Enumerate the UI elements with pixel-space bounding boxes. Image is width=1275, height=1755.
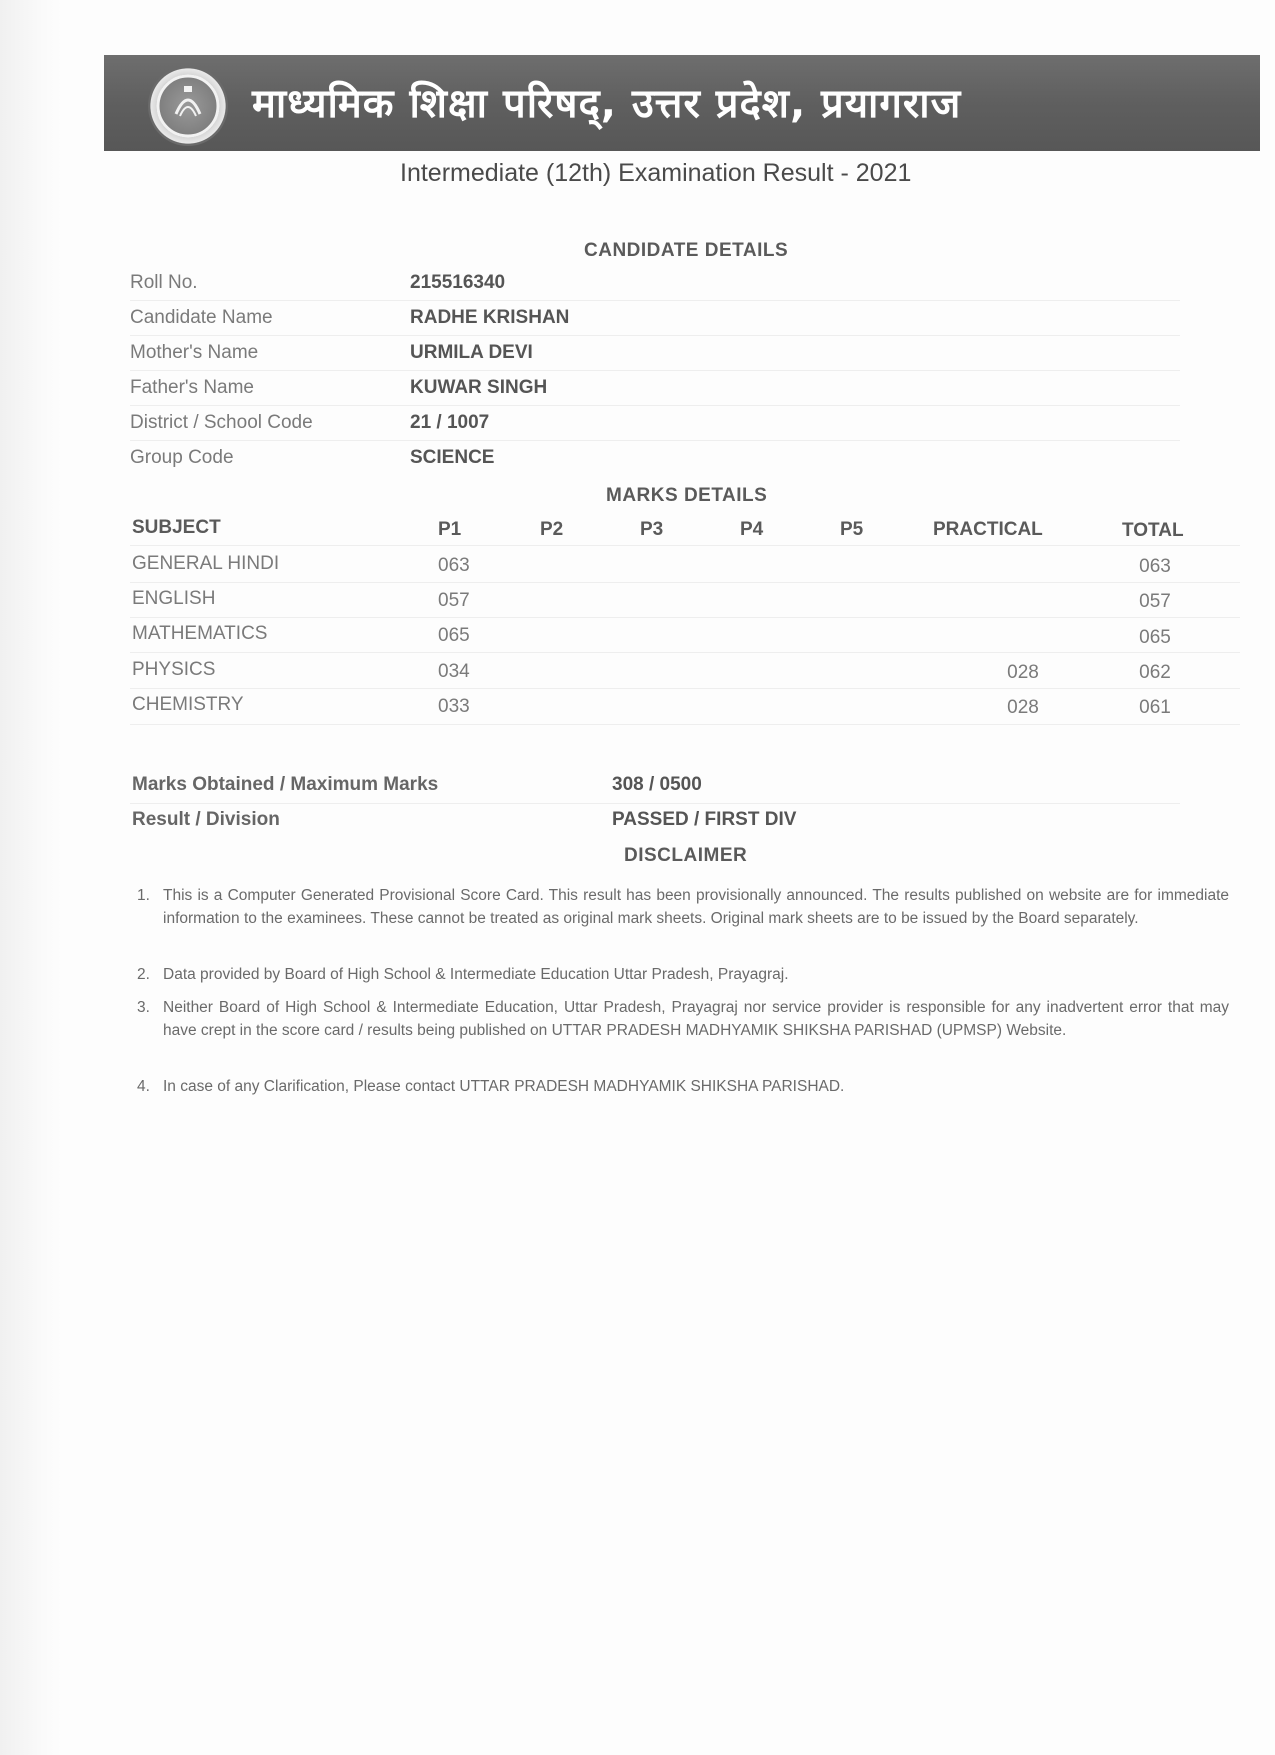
field-fathers-name xyxy=(130,377,1250,412)
header-p1: P1 xyxy=(438,519,462,540)
field-label: Group Code xyxy=(130,447,234,468)
cell-p1: 057 xyxy=(438,590,470,611)
disclaimer-number: 1. xyxy=(137,887,150,904)
field-label: Candidate Name xyxy=(130,307,273,328)
disclaimer-item xyxy=(137,884,1229,930)
field-mothers-name xyxy=(130,342,1250,377)
cell-practical: 028 xyxy=(1007,697,1039,718)
divider xyxy=(130,405,1180,406)
divider xyxy=(130,370,1180,371)
field-value: RADHE KRISHAN xyxy=(410,307,570,328)
marks-obtained-value: 308 / 0500 xyxy=(612,774,702,795)
divider xyxy=(130,545,1240,546)
cell-subject: GENERAL HINDI xyxy=(132,553,280,574)
field-value: 215516340 xyxy=(410,272,506,293)
field-label: District / School Code xyxy=(130,412,313,433)
disclaimer-item xyxy=(137,1075,1229,1098)
disclaimer-text: This is a Computer Generated Provisional Score Card. This result has been provisionally announced. The results published on website are for immediate information to the examinees. These cannot be treated as original mark sheets. Original mark sheets are to be issued by the Board separately. xyxy=(163,887,1229,927)
cell-total: 061 xyxy=(1139,697,1171,718)
cell-subject: ENGLISH xyxy=(132,588,216,609)
disclaimer-text: In case of any Clarification, Please contact UTTAR PRADESH MADHYAMIK SHIKSHA PARISHAD. xyxy=(163,1078,845,1095)
cell-subject: MATHEMATICS xyxy=(132,623,268,644)
exam-title: Intermediate (12th) Examination Result - 2021 xyxy=(400,159,912,187)
header-p2: P2 xyxy=(540,519,564,540)
disclaimer-item xyxy=(137,996,1229,1042)
divider xyxy=(130,803,1180,804)
board-name-hindi: माध्यमिक शिक्षा परिषद्, उत्तर प्रदेश, प्रयागराज xyxy=(252,81,962,127)
field-candidate-name xyxy=(130,307,1250,342)
field-value: SCIENCE xyxy=(410,447,495,468)
marks-details-title: MARKS DETAILS xyxy=(606,485,768,506)
field-value: 21 / 1007 xyxy=(410,412,490,433)
field-roll-no xyxy=(130,272,1250,307)
cell-total: 063 xyxy=(1139,556,1171,577)
cell-practical: 028 xyxy=(1007,662,1039,683)
header-subject: SUBJECT xyxy=(132,517,221,538)
field-value: URMILA DEVI xyxy=(410,342,533,363)
field-value: KUWAR SINGH xyxy=(410,377,548,398)
cell-total: 057 xyxy=(1139,591,1171,612)
field-label: Roll No. xyxy=(130,272,198,293)
cell-p1: 033 xyxy=(438,696,470,717)
cell-total: 065 xyxy=(1139,627,1171,648)
divider xyxy=(130,724,1240,725)
header-p3: P3 xyxy=(640,519,664,540)
header-total: TOTAL xyxy=(1122,520,1184,541)
divider xyxy=(130,300,1180,301)
field-district-school-code xyxy=(130,412,1250,447)
cell-subject: PHYSICS xyxy=(132,659,216,680)
disclaimer-number: 3. xyxy=(137,999,150,1016)
cell-p1: 034 xyxy=(438,661,470,682)
scan-shadow-edge xyxy=(0,0,62,1755)
disclaimer-text: Data provided by Board of High School & Intermediate Education Uttar Pradesh, Prayagraj. xyxy=(163,966,789,983)
up-government-emblem-icon xyxy=(148,66,228,146)
divider xyxy=(130,582,1240,583)
cell-p1: 065 xyxy=(438,625,470,646)
cell-total: 062 xyxy=(1139,662,1171,683)
disclaimer-title: DISCLAIMER xyxy=(624,845,748,866)
cell-p1: 063 xyxy=(438,555,470,576)
divider xyxy=(130,688,1240,689)
divider xyxy=(130,652,1240,653)
field-label: Father's Name xyxy=(130,377,255,398)
disclaimer-number: 2. xyxy=(137,966,150,983)
field-group-code xyxy=(130,447,1250,482)
disclaimer-text: Neither Board of High School & Intermediate Education, Uttar Pradesh, Prayagraj nor service provider is responsible for any inadvertent error that may have crept in the score card / results being published on UTTAR PRADESH MADHYAMIK SHIKSHA PARISHAD (UPMSP) Website. xyxy=(163,999,1229,1039)
candidate-details-title: CANDIDATE DETAILS xyxy=(584,240,789,261)
result-division-label: Result / Division xyxy=(132,809,280,830)
divider xyxy=(130,617,1240,618)
marks-obtained-label: Marks Obtained / Maximum Marks xyxy=(132,774,439,795)
header-p4: P4 xyxy=(740,519,764,540)
cell-subject: CHEMISTRY xyxy=(132,694,244,715)
header-p5: P5 xyxy=(840,519,864,540)
field-label: Mother's Name xyxy=(130,342,259,363)
divider xyxy=(130,440,1180,441)
divider xyxy=(130,335,1180,336)
disclaimer-number: 4. xyxy=(137,1078,150,1095)
header-practical: PRACTICAL xyxy=(933,519,1043,540)
disclaimer-item xyxy=(137,963,1229,986)
result-division-value: PASSED / FIRST DIV xyxy=(612,809,797,830)
